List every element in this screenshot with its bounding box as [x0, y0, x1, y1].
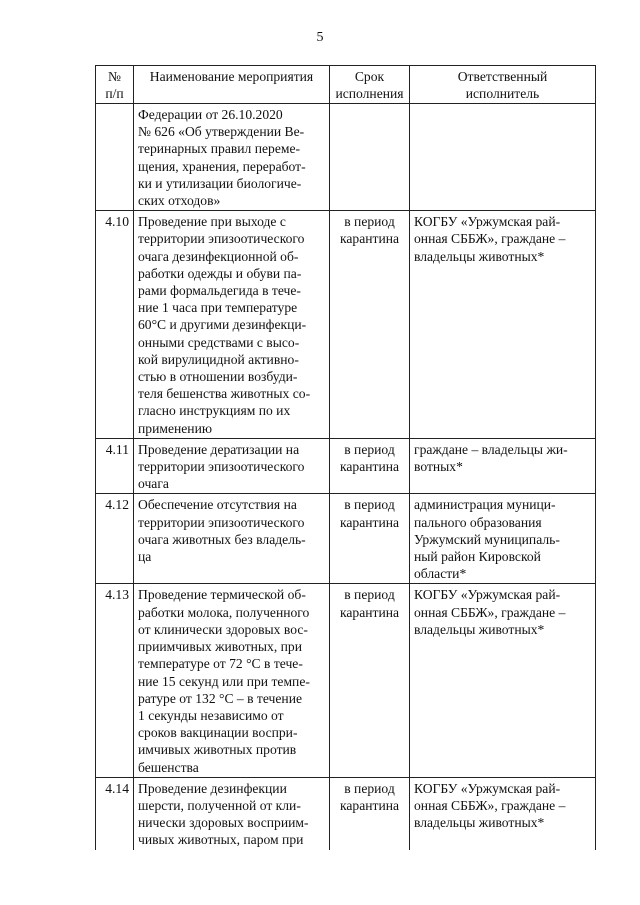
measure-name [134, 211, 330, 439]
measure-name-line: имчивых животных против [138, 742, 297, 758]
measure-responsible-line: владельцы животных* [414, 248, 545, 264]
measure-name [134, 584, 330, 777]
measure-responsible-line: КОГБУ «Уржумская рай- [414, 587, 561, 603]
measure-name-line: приимчивых животных, при [138, 639, 302, 655]
measure-name-line: стью в отношении возбуди- [138, 369, 298, 385]
measure-name-line: ки и утилизации биологиче- [138, 175, 302, 191]
measure-name-line: работки молока, полученного [138, 604, 310, 620]
measure-responsible [410, 584, 596, 777]
measure-name-line: очага животных без владель- [138, 531, 306, 547]
row-number: 4.10 [96, 211, 134, 439]
header-name: Наименование мероприятия [134, 66, 330, 104]
measure-name [134, 438, 330, 494]
measure-responsible-line: граждане – владельцы жи- [414, 441, 568, 457]
measure-term [330, 104, 410, 211]
measure-term-line: в период [344, 214, 395, 230]
measure-name-line: ца [138, 549, 152, 565]
measure-responsible [410, 104, 596, 211]
measure-name-line: гласно инструкциям по их [138, 403, 291, 419]
measure-term-line: карантина [339, 604, 400, 620]
measure-name-line: ратуре от 132 °С – в течение [138, 690, 303, 706]
measure-name [134, 494, 330, 584]
page-number: 5 [316, 30, 324, 45]
measure-responsible [410, 438, 596, 494]
row-number: 4.11 [96, 438, 134, 494]
measure-responsible-line: администрация муници- [414, 497, 556, 513]
measure-responsible-line: онная СББЖ», граждане – [414, 604, 566, 620]
measure-name-line: онными средствами с высо- [138, 334, 300, 350]
measure-name-line: ние 15 секунд или при темпе- [138, 673, 310, 689]
measure-name-line: территории эпизоотического [138, 459, 305, 475]
measure-name-line: бешенства [138, 759, 199, 775]
measure-term-line: карантина [339, 459, 400, 475]
measure-responsible-line: области* [414, 566, 467, 582]
row-number: 4.13 [96, 584, 134, 777]
measure-name-line: чивых животных, паром при [138, 832, 304, 848]
measure-name-line: температуре от 72 °С в тече- [138, 656, 303, 672]
measure-term [330, 494, 410, 584]
measure-name-line: Проведение дезинфекции [138, 780, 287, 796]
measure-name-line: работки одежды и обуви па- [138, 265, 302, 281]
table-row [96, 777, 596, 849]
measure-responsible [410, 494, 596, 584]
table-row [96, 494, 596, 584]
measure-term-line: карантина [339, 797, 400, 813]
measure-name-line: от клинически здоровых вос- [138, 621, 308, 637]
measure-name-line: шерсти, полученной от кли- [138, 797, 301, 813]
measure-term-line: в период [344, 441, 395, 457]
measures-table [95, 65, 596, 850]
table-row [96, 584, 596, 777]
measure-responsible-line: онная СББЖ», граждане – [414, 797, 566, 813]
measure-name-line: нически здоровых восприим- [138, 815, 309, 831]
table-body [96, 104, 596, 850]
measure-term-line: карантина [339, 231, 400, 247]
measure-responsible-line: вотных* [414, 459, 463, 475]
table-header-row [96, 66, 596, 104]
measure-name-line: ние 1 часа при температуре [138, 300, 298, 316]
measure-name-line: щения, хранения, переработ- [138, 158, 306, 174]
measure-term [330, 777, 410, 849]
measure-name-line: Проведение дератизации на [138, 441, 300, 457]
measure-responsible-line: КОГБУ «Уржумская рай- [414, 214, 561, 230]
measure-responsible-line: владельцы животных* [414, 815, 545, 831]
measure-name-line: Проведение при выходе с [138, 214, 286, 230]
measure-term-line: в период [344, 587, 395, 603]
row-number [96, 104, 134, 211]
measure-term [330, 584, 410, 777]
row-number: 4.14 [96, 777, 134, 849]
measure-responsible-line: пального образования [414, 514, 542, 530]
table-row [96, 438, 596, 494]
measure-name-line: рами формальдегида в тече- [138, 283, 301, 299]
measure-responsible-line: онная СББЖ», граждане – [414, 231, 566, 247]
row-number: 4.12 [96, 494, 134, 584]
measure-name-line: Федерации от 26.10.2020 [138, 107, 283, 122]
measure-name-line: кой вирулицидной активно- [138, 351, 299, 367]
measure-name-line: 1 секунды независимо от [138, 707, 284, 723]
measure-name-line: 60°С и другими дезинфекци- [138, 317, 307, 333]
measure-name-line: территории эпизоотического [138, 231, 305, 247]
measure-name-line: очага [138, 476, 169, 492]
header-responsible: Ответственный исполнитель [410, 66, 596, 104]
table-row [96, 104, 596, 211]
measure-name-line: применению [138, 420, 212, 436]
header-num: № п/п [96, 66, 134, 104]
measure-name-line: территории эпизоотического [138, 514, 305, 530]
measure-name-line: сроков вакцинации воспри- [138, 725, 298, 741]
measure-term-line: в период [344, 780, 395, 796]
measure-responsible [410, 211, 596, 439]
table-row [96, 211, 596, 439]
measure-name-line: теринарных правил переме- [138, 141, 301, 157]
measure-name-line: очага дезинфекционной об- [138, 248, 299, 264]
measure-term-line: карантина [339, 514, 400, 530]
header-term: Срок исполнения [330, 66, 410, 104]
measure-term [330, 211, 410, 439]
measure-name-line: теля бешенства животных со- [138, 386, 311, 402]
measure-name-line: Проведение термической об- [138, 587, 306, 603]
measure-responsible-line: Уржумский муниципаль- [414, 531, 560, 547]
measure-name [134, 777, 330, 849]
measure-name-line: Обеспечение отсутствия на [138, 497, 297, 513]
measure-name [134, 104, 330, 211]
measure-responsible [410, 777, 596, 849]
measure-term [330, 438, 410, 494]
measure-term-line: в период [344, 497, 395, 513]
measure-responsible-line: КОГБУ «Уржумская рай- [414, 780, 561, 796]
measure-name-line: № 626 «Об утверждении Ве- [138, 124, 305, 140]
measure-responsible-line: владельцы животных* [414, 621, 545, 637]
measure-responsible-line: ный район Кировской [414, 549, 541, 565]
measure-name-line: ских отходов» [138, 193, 221, 209]
